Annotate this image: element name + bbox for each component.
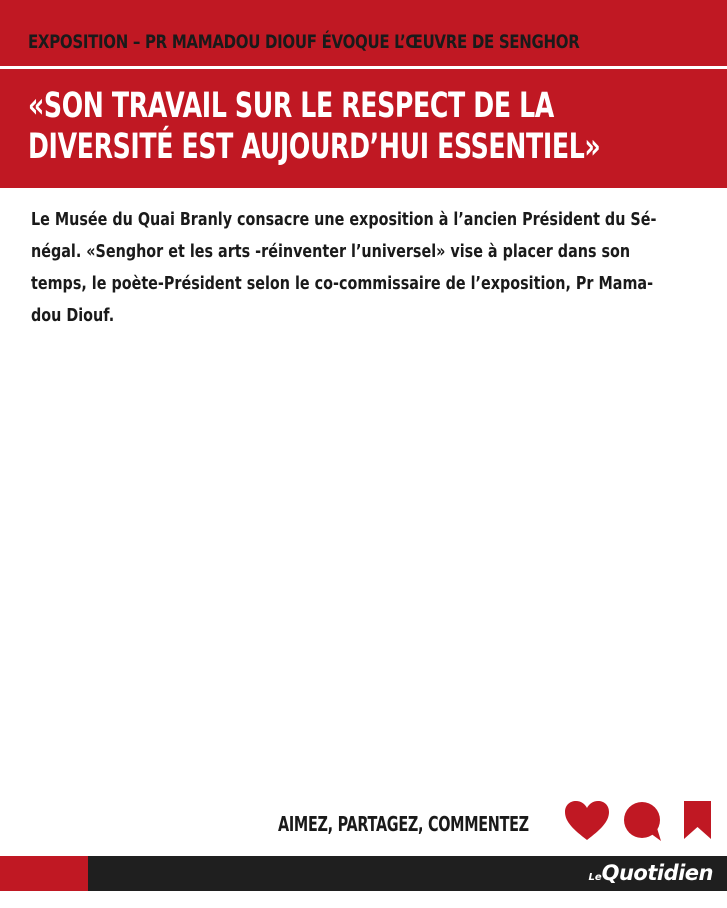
headline-line: «SON TRAVAIL SUR LE RESPECT DE LA: [28, 86, 554, 126]
headline: [28, 86, 600, 168]
headline-line: DIVERSITÉ EST AUJOURD’HUI ESSENTIEL»: [28, 127, 601, 167]
logo-name: Quotidien: [601, 861, 713, 885]
kicker: EXPOSITION – PR MAMADOU DIOUF ÉVOQUE L’ŒUVRE DE SENGHOR: [28, 31, 580, 53]
article-line: négal. «Senghor et les arts -réinventer l’universel» vise à placer dans son: [31, 242, 631, 262]
footer-accent: [0, 856, 88, 891]
logo-prefix: Le: [588, 872, 602, 883]
article-text: [31, 204, 656, 332]
article-line: Le Musée du Quai Branly consacre une exposition à l’ancien Président du Sé-: [31, 210, 657, 230]
comment-bubble-icon[interactable]: [622, 800, 664, 842]
bookmark-icon[interactable]: [682, 800, 713, 840]
article-line: dou Diouf.: [31, 306, 115, 326]
brand-logo: [588, 859, 713, 892]
article-line: temps, le poète-Président selon le co-commissaire de l’exposition, Pr Mama-: [31, 274, 654, 294]
heart-icon[interactable]: [564, 800, 610, 842]
header-divider: [0, 66, 727, 69]
cta-text: AIMEZ, PARTAGEZ, COMMENTEZ: [278, 812, 529, 836]
